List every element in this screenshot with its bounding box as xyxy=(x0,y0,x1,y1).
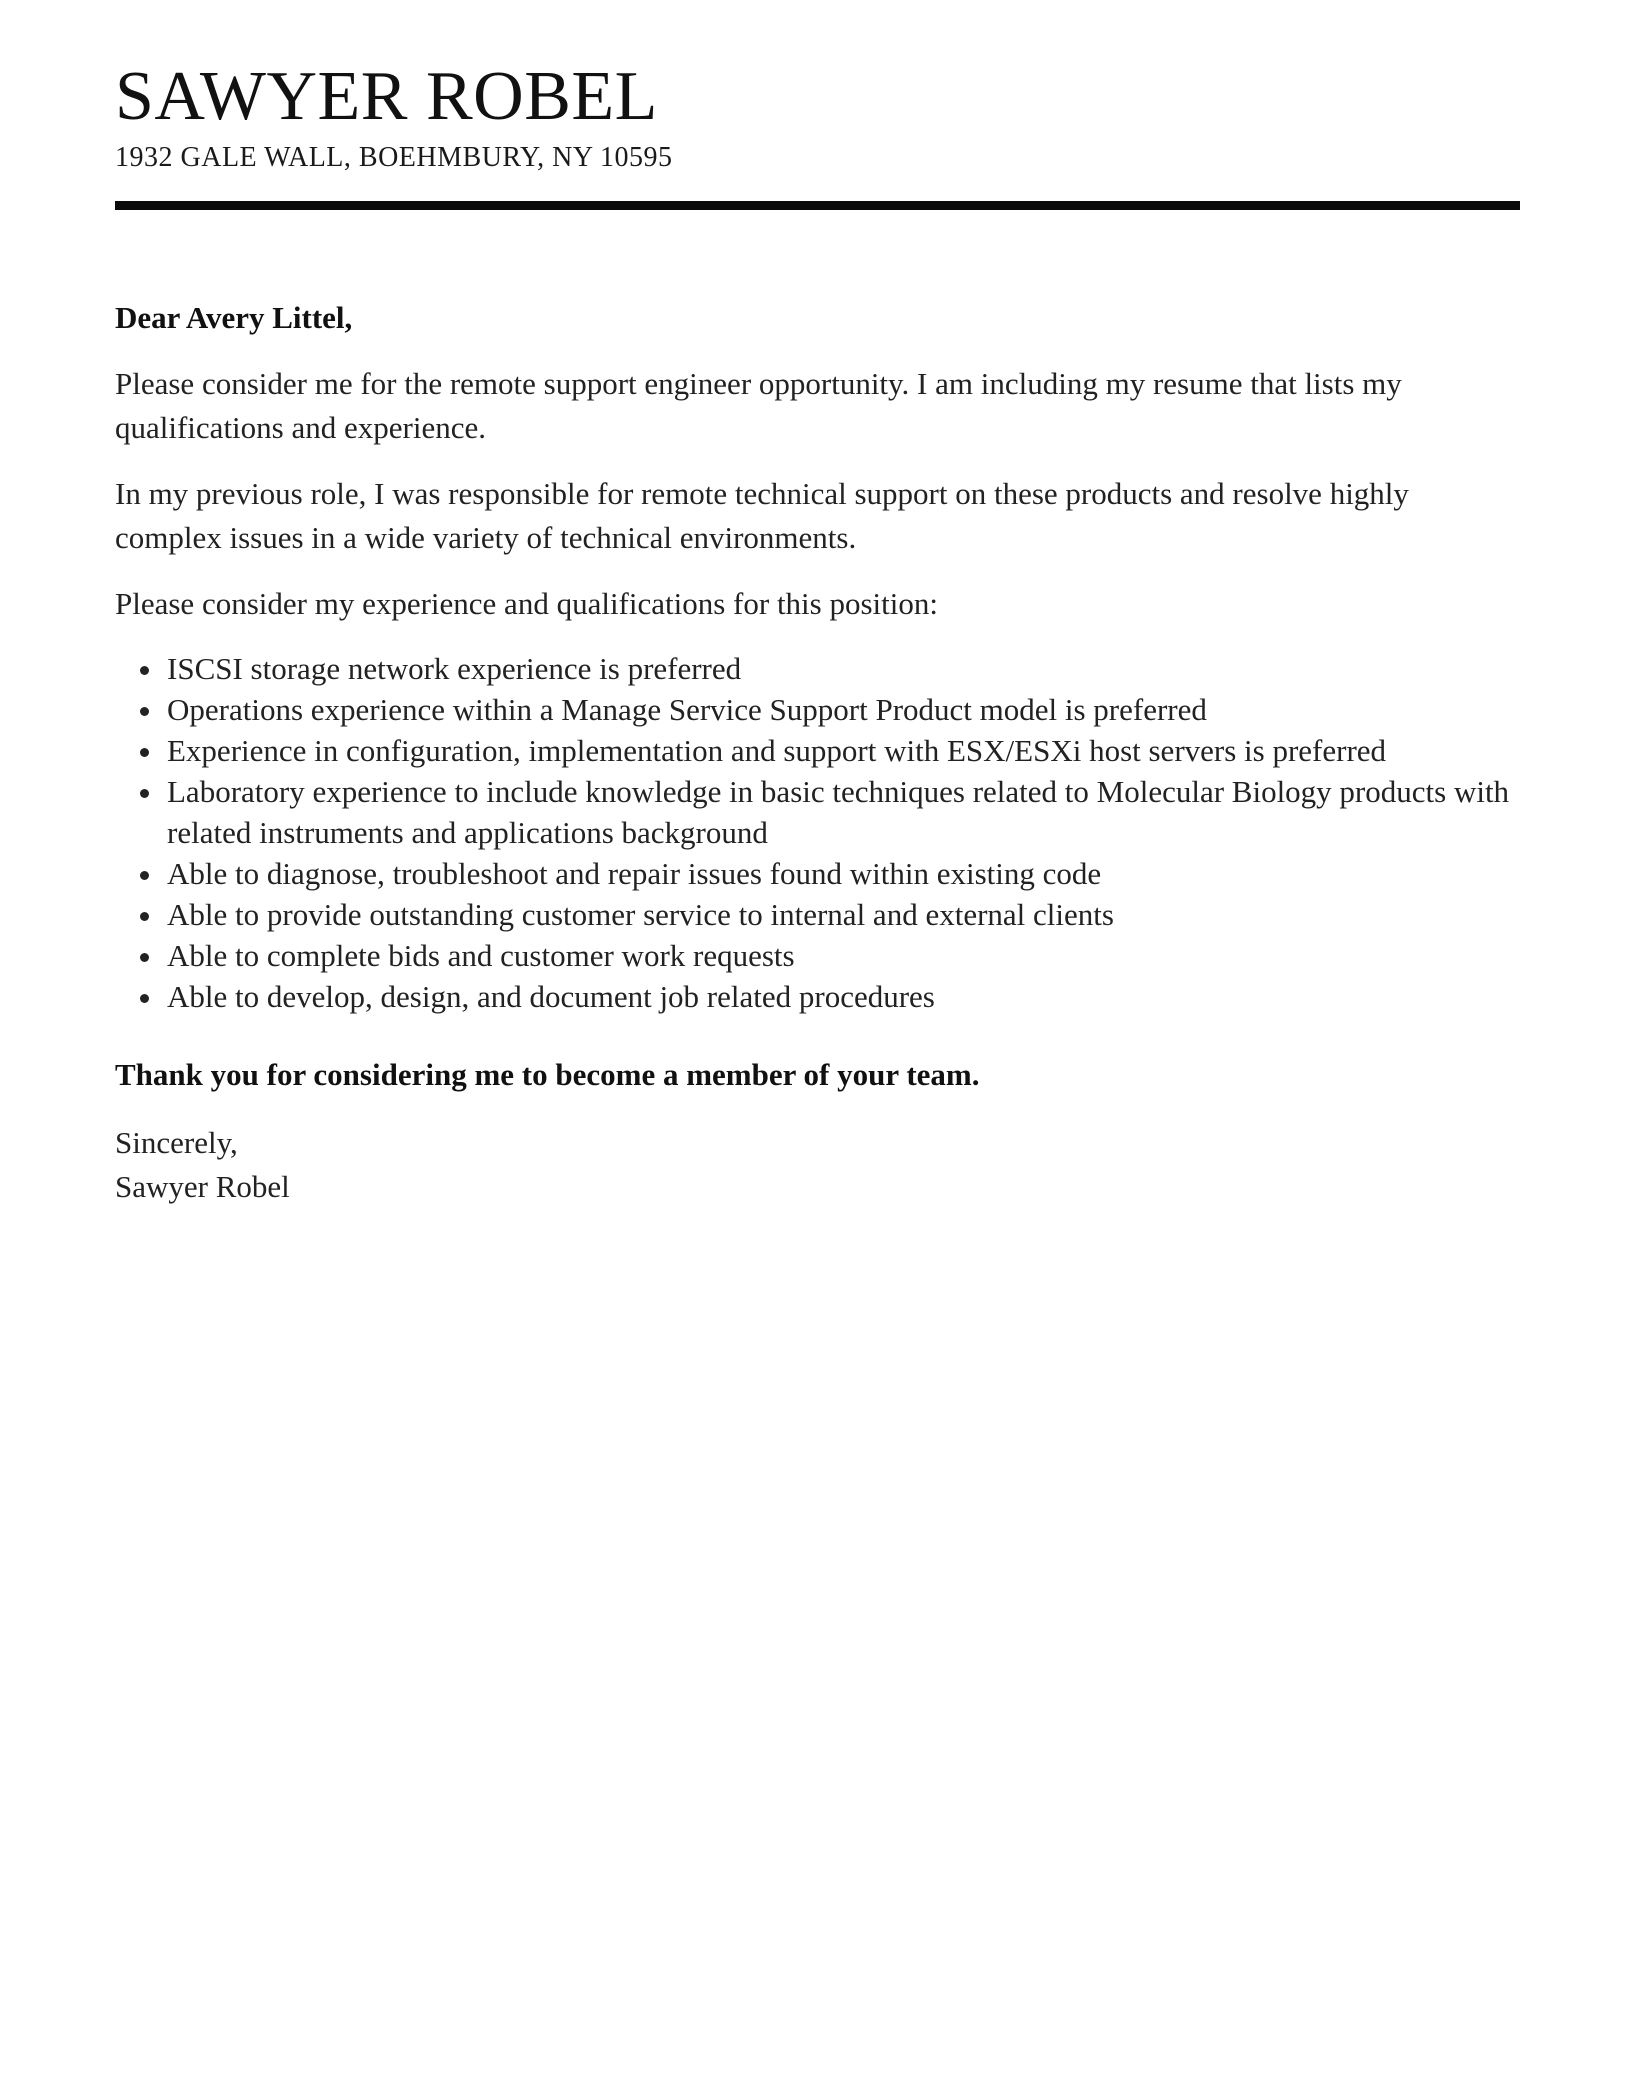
letter-body xyxy=(115,296,1520,1209)
paragraph-intro: Please consider me for the remote support engineer opportunity. I am including my resume that lists my qualifications and experience. xyxy=(115,365,1402,445)
list-item: • Able to complete bids and customer work requests xyxy=(165,935,1520,976)
list-item: • Able to provide outstanding customer service to internal and external clients xyxy=(165,894,1520,935)
letter-content xyxy=(115,0,1520,1209)
paragraph-qualifications-lead: Please consider my experience and qualifications for this position: xyxy=(115,585,938,621)
list-item: • Able to diagnose, troubleshoot and repair issues found within existing code xyxy=(165,853,1520,894)
signature-name: Sawyer Robel xyxy=(115,1168,290,1204)
salutation: Dear Avery Littel, xyxy=(115,299,353,335)
qualifications-list xyxy=(115,648,1520,1017)
header-divider xyxy=(115,201,1520,210)
sign-off: Sincerely, xyxy=(115,1124,238,1160)
list-item: • ISCSI storage network experience is preferred xyxy=(165,648,1520,689)
signature-block xyxy=(115,1121,1520,1209)
list-item: • Laboratory experience to include knowledge in basic techniques related to Molecular Biology products with related instruments and applications background xyxy=(165,771,1520,853)
list-item: • Experience in configuration, implementation and support with ESX/ESXi host servers is preferred xyxy=(165,730,1520,771)
closing-statement: Thank you for considering me to become a member of your team. xyxy=(115,1056,980,1092)
list-item: • Able to develop, design, and document job related procedures xyxy=(165,976,1520,1017)
paragraph-previous-role: In my previous role, I was responsible for remote technical support on these products and resolve highly complex issues in a wide variety of technical environments. xyxy=(115,475,1409,555)
applicant-name: SAWYER ROBEL xyxy=(115,58,658,135)
list-item: • Operations experience within a Manage Service Support Product model is preferred xyxy=(165,689,1520,730)
applicant-address: 1932 GALE WALL, BOEHMBURY, NY 10595 xyxy=(115,142,673,173)
